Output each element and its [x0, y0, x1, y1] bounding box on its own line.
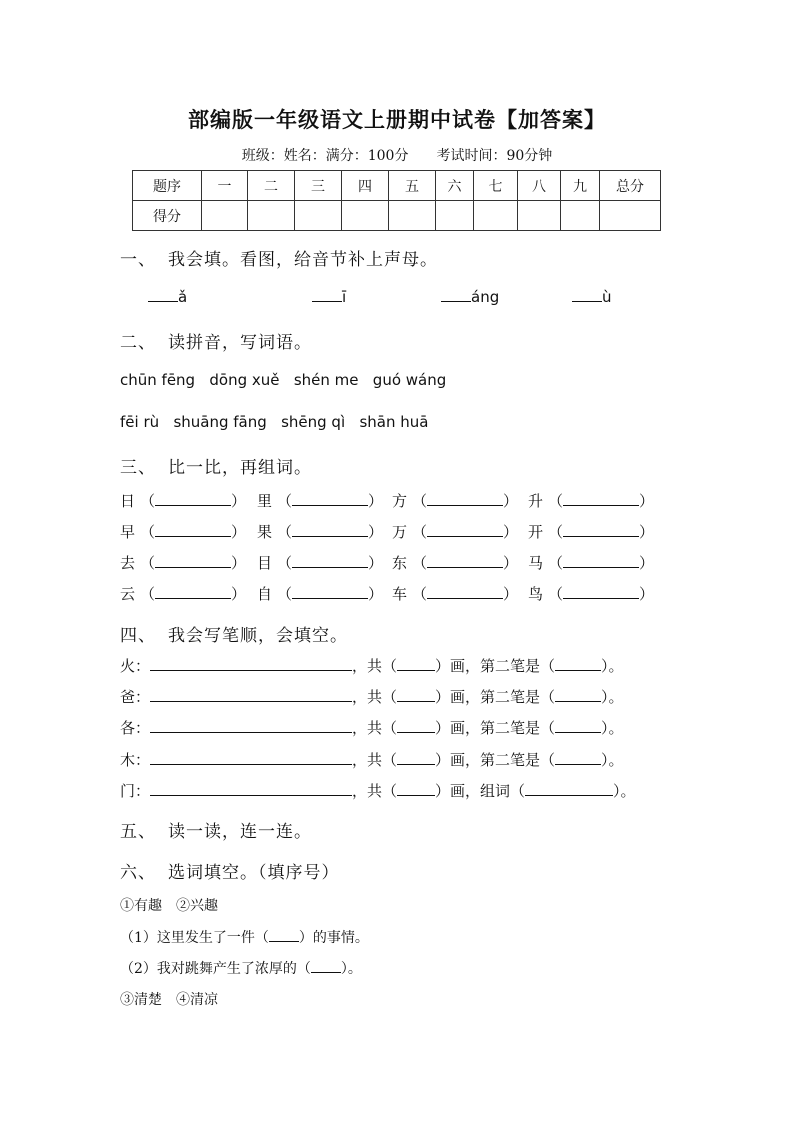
section-instruction: 读拼音，写词语。	[168, 333, 312, 353]
row-text: ，共（	[352, 719, 398, 737]
fill-question-1	[120, 927, 369, 947]
answer-blank[interactable]	[427, 491, 503, 506]
answer-blank[interactable]	[427, 522, 503, 537]
paren-close: ）	[639, 585, 655, 603]
score-entry-cell[interactable]	[518, 201, 561, 231]
answer-blank[interactable]	[292, 553, 368, 568]
score-entry-cell[interactable]	[248, 201, 295, 231]
compare-item	[120, 552, 246, 573]
pinyin-word: fēi rù	[120, 413, 160, 431]
character: 日	[120, 492, 136, 510]
compare-item	[392, 552, 518, 573]
compare-item	[528, 552, 654, 573]
compare-item	[257, 521, 383, 542]
pinyin-word: guó wáng	[372, 371, 447, 389]
paren-open: （	[140, 585, 156, 603]
character: 东	[392, 554, 408, 572]
row-text: ）。	[601, 719, 624, 737]
table-cell: 二	[248, 171, 295, 201]
paren-open: （	[548, 492, 564, 510]
table-cell: 七	[474, 171, 518, 201]
answer-blank[interactable]	[148, 287, 178, 302]
table-cell: 总分	[600, 171, 661, 201]
answer-blank[interactable]	[427, 553, 503, 568]
compare-item	[528, 583, 654, 604]
table-cell: 八	[518, 171, 561, 201]
answer-blank[interactable]	[155, 491, 231, 506]
pinyin-word: shēng qì	[281, 413, 346, 431]
pinyin-word: shān huā	[359, 413, 429, 431]
paren-close: ）	[231, 492, 247, 510]
table-cell: 题序	[133, 171, 202, 201]
paren-close: ）	[639, 492, 655, 510]
compare-item	[120, 583, 246, 604]
question-text: （1）这里发生了一件（	[120, 930, 269, 946]
answer-blank[interactable]	[311, 958, 341, 973]
section-6-heading	[120, 858, 340, 883]
row-text: ）画，第二笔是（	[435, 751, 556, 769]
section-instruction: 我会写笔顺，会填空。	[168, 626, 348, 646]
answer-blank[interactable]	[269, 927, 299, 942]
character: 里	[257, 492, 273, 510]
pinyin-word: dōng xuě	[209, 371, 280, 389]
answer-blank[interactable]	[563, 522, 639, 537]
table-cell: 得分	[133, 201, 202, 231]
question-text: （2）我对跳舞产生了浓厚的（	[120, 961, 311, 977]
character: 去	[120, 554, 136, 572]
section-1-heading	[120, 245, 438, 270]
character: 马	[528, 554, 544, 572]
compare-item	[120, 490, 246, 511]
section-number: 三、	[120, 458, 156, 478]
paren-close: ）	[503, 523, 519, 541]
row-text: ，共（	[352, 751, 398, 769]
answer-blank[interactable]	[292, 584, 368, 599]
row-text: ）画，组词（	[435, 782, 526, 800]
row-text: ）画，第二笔是（	[435, 719, 556, 737]
pinyin-word: chūn fēng	[120, 371, 196, 389]
second-stroke-blank[interactable]	[555, 718, 601, 733]
second-stroke-blank[interactable]	[555, 656, 601, 671]
section-5-heading	[120, 817, 312, 842]
row-text: ）画，第二笔是（	[435, 688, 556, 706]
score-entry-cell[interactable]	[295, 201, 342, 231]
answer-blank[interactable]	[292, 522, 368, 537]
compare-item	[528, 490, 654, 511]
paren-open: （	[140, 554, 156, 572]
row-text: ）。	[613, 782, 636, 800]
paren-open: （	[277, 523, 293, 541]
stroke-order-row	[120, 749, 624, 770]
table-cell: 一	[202, 171, 248, 201]
answer-blank[interactable]	[441, 287, 471, 302]
compare-item	[257, 583, 383, 604]
section-4-heading	[120, 621, 348, 646]
stroke-count-blank[interactable]	[397, 750, 435, 765]
page-title: 部编版一年级语文上册期中试卷【加答案】	[188, 107, 606, 132]
stroke-order-row	[120, 686, 624, 707]
syllable-item	[441, 287, 499, 306]
score-entry-cell[interactable]	[202, 201, 248, 231]
question-text: ）的事情。	[298, 930, 369, 946]
section-number: 二、	[120, 333, 156, 353]
paren-close: ）	[503, 492, 519, 510]
character: 车	[392, 585, 408, 603]
answer-blank[interactable]	[572, 287, 602, 302]
row-text: ，共（	[352, 782, 398, 800]
score-table-header-row	[133, 171, 661, 201]
paren-open: （	[412, 554, 428, 572]
answer-blank[interactable]	[155, 522, 231, 537]
row-character: 爸：	[120, 688, 151, 706]
section-instruction: 选词填空。（填序号）	[168, 863, 340, 883]
score-entry-cell[interactable]	[436, 201, 474, 231]
word-blank[interactable]	[525, 781, 613, 796]
table-cell: 五	[389, 171, 436, 201]
paren-open: （	[277, 554, 293, 572]
pinyin-word: shuāng fāng	[173, 413, 267, 431]
character: 方	[392, 492, 408, 510]
paren-close: ）	[231, 554, 247, 572]
fill-question-2	[120, 958, 362, 978]
question-text: ）。	[340, 961, 362, 977]
row-character: 木：	[120, 751, 151, 769]
second-stroke-blank[interactable]	[555, 750, 601, 765]
paren-close: ）	[368, 492, 384, 510]
section-instruction: 我会填。看图，给音节补上声母。	[168, 250, 438, 270]
stroke-count-blank[interactable]	[397, 656, 435, 671]
answer-blank[interactable]	[563, 491, 639, 506]
syllable-item	[148, 287, 187, 306]
stroke-count-blank[interactable]	[397, 687, 435, 702]
row-character: 各：	[120, 719, 151, 737]
stroke-order-blank[interactable]	[150, 718, 352, 733]
pinyin-word: shén me	[293, 371, 359, 389]
word-options: ③清楚 ④清凉	[120, 992, 218, 1008]
second-stroke-blank[interactable]	[555, 687, 601, 702]
syllable-final: áng	[471, 288, 500, 306]
paren-open: （	[548, 554, 564, 572]
syllable-final: ī	[342, 288, 347, 306]
character: 开	[528, 523, 544, 541]
answer-blank[interactable]	[427, 584, 503, 599]
compare-item	[392, 521, 518, 542]
score-table-score-row	[133, 201, 661, 231]
answer-blank[interactable]	[312, 287, 342, 302]
section-number: 五、	[120, 822, 156, 842]
paren-close: ）	[503, 585, 519, 603]
score-entry-cell[interactable]	[389, 201, 436, 231]
stroke-order-blank[interactable]	[150, 781, 352, 796]
section-instruction: 读一读，连一连。	[168, 822, 312, 842]
character: 目	[257, 554, 273, 572]
paren-close: ）	[368, 523, 384, 541]
paren-open: （	[140, 523, 156, 541]
answer-blank[interactable]	[563, 553, 639, 568]
section-number: 一、	[120, 250, 156, 270]
paren-open: （	[412, 492, 428, 510]
syllable-item	[572, 287, 612, 306]
stroke-order-row	[120, 717, 624, 738]
syllable-final: ǎ	[178, 288, 188, 306]
pinyin-line	[120, 371, 446, 389]
row-character: 门：	[120, 782, 151, 800]
syllable-final: ù	[602, 288, 612, 306]
score-entry-cell[interactable]	[561, 201, 600, 231]
score-entry-cell[interactable]	[342, 201, 389, 231]
stroke-order-row	[120, 780, 636, 801]
paren-open: （	[548, 523, 564, 541]
compare-item	[392, 583, 518, 604]
section-number: 六、	[120, 863, 156, 883]
score-entry-cell[interactable]	[600, 201, 661, 231]
section-3-heading	[120, 453, 312, 478]
stroke-count-blank[interactable]	[397, 781, 435, 796]
row-text: ）。	[601, 657, 624, 675]
paren-close: ）	[503, 554, 519, 572]
paren-close: ）	[231, 585, 247, 603]
table-cell: 四	[342, 171, 389, 201]
row-character: 火：	[120, 657, 151, 675]
paren-open: （	[277, 492, 293, 510]
row-text: ）画，第二笔是（	[435, 657, 556, 675]
section-number: 四、	[120, 626, 156, 646]
character: 自	[257, 585, 273, 603]
character: 早	[120, 523, 136, 541]
compare-item	[528, 521, 654, 542]
answer-blank[interactable]	[155, 553, 231, 568]
word-options: ①有趣 ②兴趣	[120, 898, 218, 914]
answer-blank[interactable]	[155, 584, 231, 599]
row-text: ，共（	[352, 657, 398, 675]
score-table	[132, 170, 661, 231]
paren-open: （	[412, 523, 428, 541]
syllable-item	[312, 287, 346, 306]
stroke-order-blank[interactable]	[150, 750, 352, 765]
answer-blank[interactable]	[563, 584, 639, 599]
pinyin-line	[120, 413, 428, 431]
stroke-order-blank[interactable]	[150, 687, 352, 702]
paren-close: ）	[639, 554, 655, 572]
compare-item	[392, 490, 518, 511]
paren-close: ）	[231, 523, 247, 541]
section-2-heading	[120, 328, 312, 353]
stroke-order-blank[interactable]	[150, 656, 352, 671]
table-cell: 九	[561, 171, 600, 201]
stroke-count-blank[interactable]	[397, 718, 435, 733]
character: 果	[257, 523, 273, 541]
row-text: ）。	[601, 751, 624, 769]
score-entry-cell[interactable]	[474, 201, 518, 231]
paren-open: （	[277, 585, 293, 603]
row-text: ，共（	[352, 688, 398, 706]
table-cell: 六	[436, 171, 474, 201]
paren-close: ）	[639, 523, 655, 541]
paren-open: （	[548, 585, 564, 603]
character: 升	[528, 492, 544, 510]
section-instruction: 比一比，再组词。	[168, 458, 312, 478]
character: 万	[392, 523, 408, 541]
character: 云	[120, 585, 136, 603]
paren-close: ）	[368, 585, 384, 603]
stroke-order-row	[120, 655, 624, 676]
exam-info: 班级：姓名：满分：100分 考试时间：90分钟	[241, 148, 553, 164]
row-text: ）。	[601, 688, 624, 706]
paren-open: （	[412, 585, 428, 603]
compare-item	[257, 552, 383, 573]
character: 鸟	[528, 585, 544, 603]
paren-close: ）	[368, 554, 384, 572]
answer-blank[interactable]	[292, 491, 368, 506]
table-cell: 三	[295, 171, 342, 201]
compare-item	[120, 521, 246, 542]
compare-item	[257, 490, 383, 511]
paren-open: （	[140, 492, 156, 510]
